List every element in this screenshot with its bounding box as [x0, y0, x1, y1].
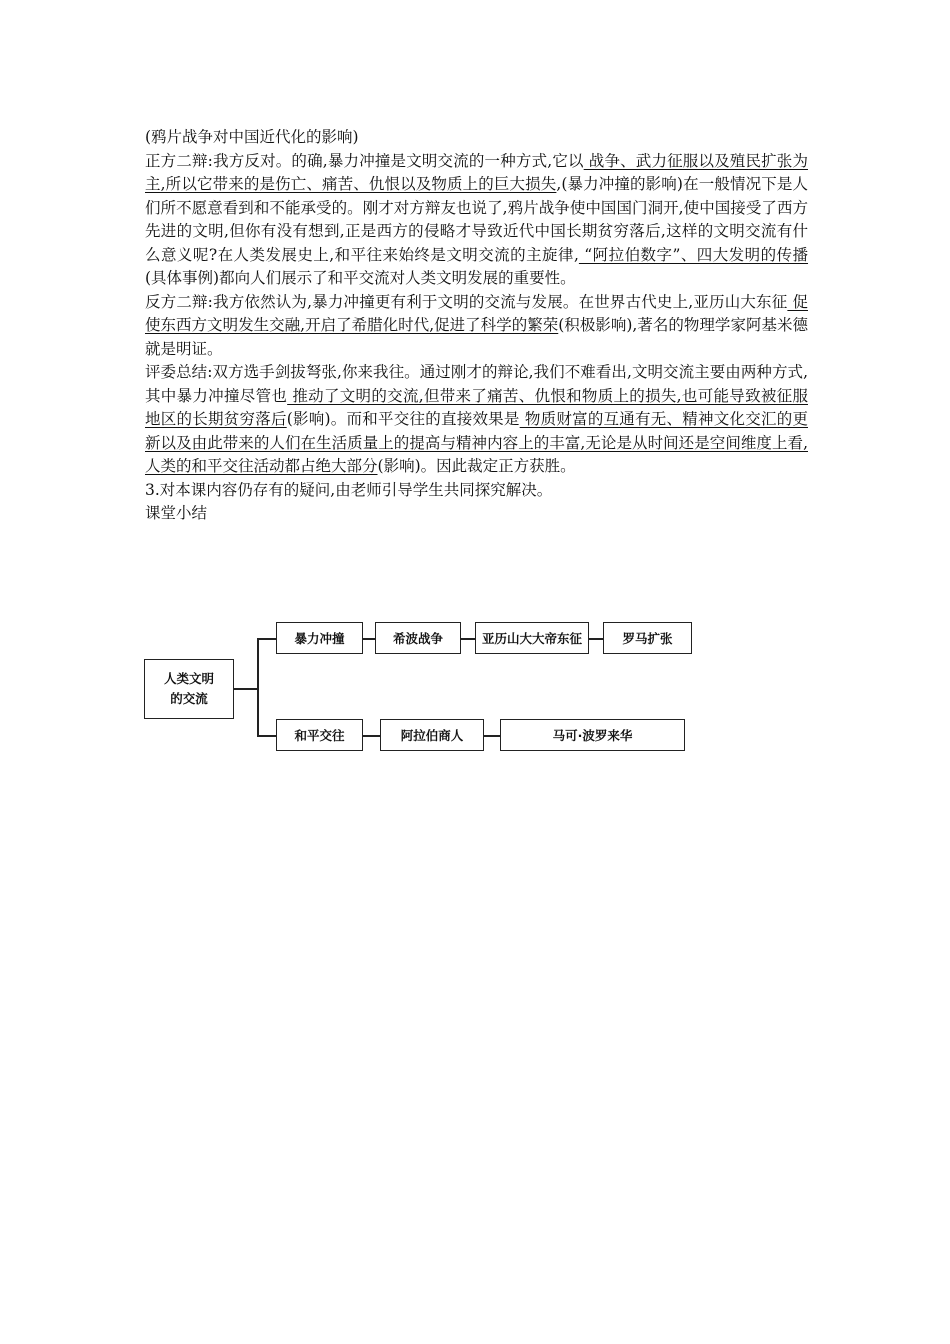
diagram-box-arab-merchants: 阿拉伯商人: [380, 719, 484, 751]
connector-line: [461, 638, 475, 640]
diagram-box-alexander-eastern-campaign: 亚历山大大帝东征: [475, 622, 589, 654]
diagram-box-peaceful-exchange: 和平交往: [276, 719, 363, 751]
text-span: (积极影响),著名的物理学家阿基米德就是明证。: [145, 316, 808, 358]
diagram-box-greco-persian-wars: 希波战争: [375, 622, 461, 654]
negative-second-debater-paragraph: [145, 291, 808, 362]
fill-in-answer: 促使东西方文明发生交融,开启了希腊化时代,促进了科学的繁荣: [145, 292, 808, 334]
connector-line: [257, 638, 259, 736]
text-span: ,(暴力冲撞的影响)在一般情况下是人们所不愿意看到和不能承受的。刚才对方辩友也说了,鸦片战争使中国国门洞开,使中国接受了西方先进的文明,但你有没有想到,正是西方的侵略才导致近代中国长期贫穷落后,这样的文明交流有什么意义呢?在人类发展史上,和平往来始终是文明交流的主旋律,: [145, 175, 808, 264]
fill-in-answer: 推动了文明的交流,但带来了痛苦、仇恨和物质上的损失,也可能导致被征服地区的长期贫穷落后: [145, 386, 808, 428]
fill-in-answer: “阿拉伯数字”、四大发明的传播: [578, 245, 809, 264]
connector-line: [484, 735, 500, 737]
text-span: 正方二辩:我方反对。的确,暴力冲撞是文明交流的一种方式,它以: [145, 151, 584, 170]
fill-in-answer: 物质财富的互通有无、精神文化交汇的更新以及由此带来的人们在生活质量上的提高与精神内容上的丰富,无论是从时间还是空间维度上看,人类的和平交往活动都占绝大部分: [145, 410, 808, 475]
item-3-line: 3.对本课内容仍存有的疑问,由老师引导学生共同探究解决。: [145, 480, 553, 499]
root-label-line-1: 人类文明: [163, 671, 214, 686]
text-span: 评委总结:双方选手剑拔弩张,你来我往。通过刚才的辩论,我们不难看出,文明交流主要由两种方式,其中暴力冲撞尽管也: [145, 363, 808, 405]
connector-line: [257, 735, 276, 737]
class-summary-heading: 课堂小结: [145, 504, 208, 522]
heading-line: (鸦片战争对中国近代化的影响): [145, 128, 359, 146]
connector-line: [234, 688, 258, 690]
connector-line: [363, 735, 380, 737]
text-span: (影响)。因此裁定正方获胜。: [377, 457, 576, 475]
connector-line: [589, 638, 603, 640]
document-body: [145, 126, 808, 526]
text-span: (具体事例)都向人们展示了和平交流对人类文明发展的重要性。: [145, 269, 576, 287]
text-span: (影响)。而和平交往的直接效果是: [286, 410, 520, 428]
affirmative-second-debater-paragraph: [145, 150, 808, 291]
judge-summary-paragraph: [145, 361, 808, 479]
connector-line: [363, 638, 375, 640]
root-label-line-2: 的交流: [170, 691, 208, 706]
text-span: 反方二辩:我方依然认为,暴力冲撞更有利于文明的交流与发展。在世界古代史上,亚历山大东征: [145, 292, 788, 311]
connector-line: [257, 638, 276, 640]
diagram-root-box: [144, 659, 234, 719]
diagram-box-marco-polo: 马可·波罗来华: [500, 719, 685, 751]
diagram-box-violent-clash: 暴力冲撞: [276, 622, 363, 654]
diagram-box-roman-expansion: 罗马扩张: [603, 622, 692, 654]
fill-in-answer: 战争、武力征服以及殖民扩张为主,所以它带来的是伤亡、痛苦、仇恨以及物质上的巨大损失: [145, 151, 808, 193]
